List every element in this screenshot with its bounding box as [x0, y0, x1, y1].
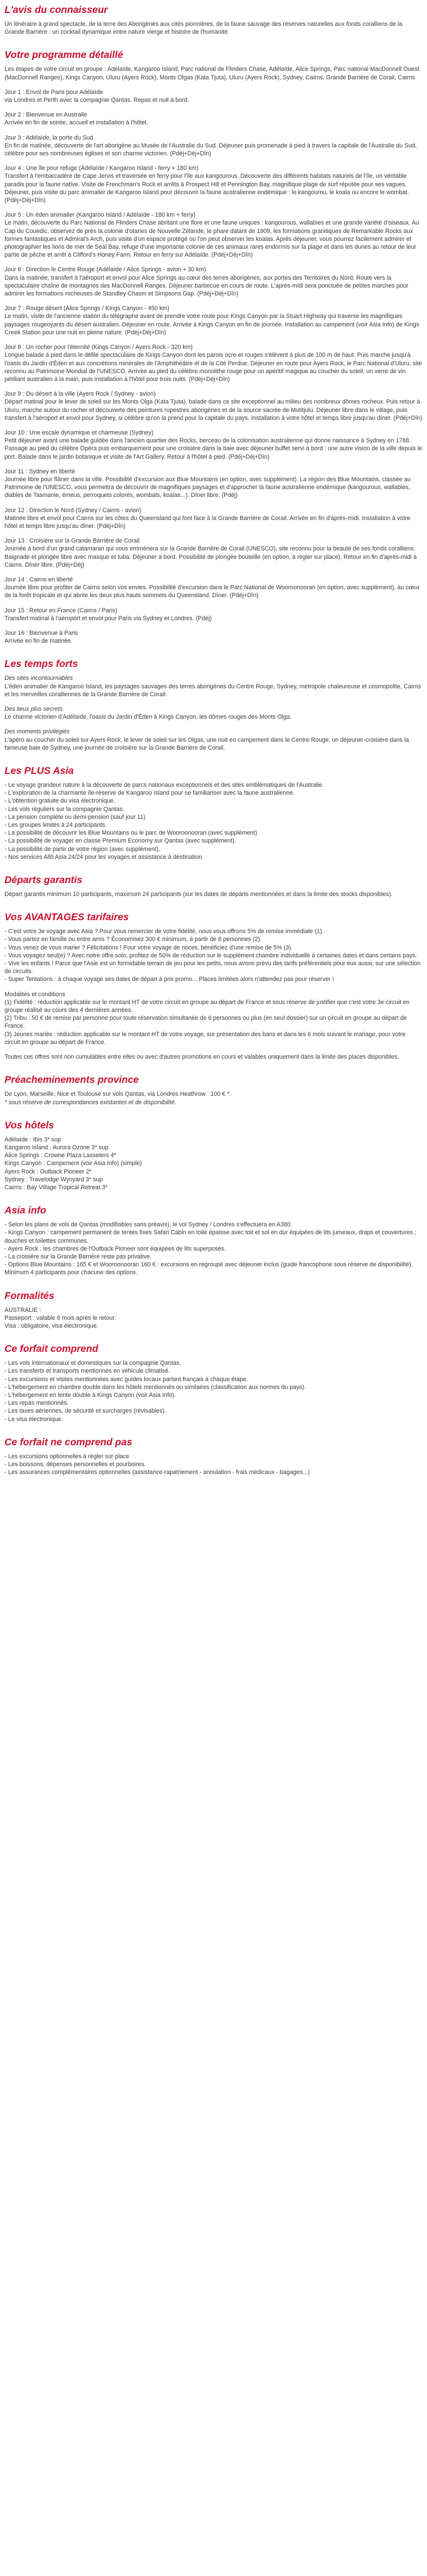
- day-text: Transfert matinal à l'aéroport et envol pour Paris via Sydney et Londres. (Pdéj): [5, 615, 212, 622]
- plus-asia-item: - La possibilité de partir de votre région (avec supplément).: [5, 845, 161, 853]
- day-text: Transfert à l'embarcadère de Cape Jervis et traversée en ferry pour l'île aux kangourous. Découverte des différents habitats naturels de l'île, un véritable paradis pour la faune native. Visite de Frenchman's Rock et arrêts à Prospect Hill et Pennington Bay, magnifique plage de surf réputée pour ses vagues. Déjeuner, puis visite du parc animalier de Kangaroo Island pour découvrir la faune australienne endémique : le kangourou, le koala ou encore le wombat. (Pdéj+Déj+Dîn): [5, 173, 409, 204]
- avantage-item: - Vous partez en famille ou entre amis ? Économisez 300 € minimum, à partir de 6 personnes (2).: [5, 936, 262, 943]
- day-title: Jour 3 : Adélaïde, la porte du Sud: [5, 134, 94, 141]
- section-title-temps-forts: Les temps forts: [5, 658, 78, 670]
- preacheminements-block: [5, 1090, 422, 1106]
- day-item: [5, 343, 422, 383]
- day-item: [5, 576, 422, 600]
- departs-section: [5, 873, 422, 898]
- day-text: En fin de matinée, découverte de l'art aborigène au Musée de l'Australie du Sud. Déjeuner puis promenade à pied à travers la capitale de l'Australie du Sud, célèbre pour ses nombreuses églises et son charme victorien. (Pdéj+Déj+Dîn): [5, 142, 417, 158]
- avantages-note: Toutes ces offres sont non cumulables entre elles ou avec d'autres promotions en cours et valables uniquement dans la limite des places disponibles.: [5, 1054, 399, 1061]
- day-item: [5, 390, 422, 422]
- formalites-section: [5, 1289, 422, 1330]
- hotel-item: Kings Canyon : Campement (voir Asia Info) (simple): [5, 1160, 142, 1167]
- temps-forts-subtitle: Des moments privilégiés: [5, 728, 70, 736]
- intro-section: [5, 3, 422, 36]
- hotel-list: [5, 1136, 422, 1191]
- day-title: Jour 12 : Direction le Nord (Sydney / Cairns - avion): [5, 507, 141, 514]
- ne-comprend-pas-list: [5, 1453, 422, 1477]
- programme-section: [5, 48, 422, 645]
- temps-forts-text: L'éden animalier de Kangaroo Island, les paysages sauvages des terres aborigènes du Centre Rouge, Sydney, métropole chaleureuse et cosmopolite, Cairns et les merveilles coralliennes de la Grande Barrière de Corail.: [5, 683, 421, 698]
- day-title: Jour 8 : Un rocher pour l'éternité (Kings Canyon / Ayers Rock - 320 km): [5, 344, 193, 351]
- day-list: [5, 88, 422, 646]
- day-item: [5, 88, 422, 104]
- hotel-item: Ayers Rock : Outback Pioneer 2*: [5, 1168, 92, 1175]
- section-title-preacheminements: Préacheminements province: [5, 1074, 139, 1086]
- avantages-list: [5, 928, 422, 983]
- section-title-hotels: Vos hôtels: [5, 1119, 54, 1131]
- formalite-item: Visa : obligatoire, visa électronique.: [5, 1322, 99, 1329]
- ne-comprend-pas-item: - Les boissons, dépenses personnelles et pourboires.: [5, 1461, 146, 1468]
- asia-info-item: - Ayers Rock : les chambres de l'Outback Pioneer sont équipées de lits superposés.: [5, 1245, 226, 1252]
- day-text: Dans la matinée, transfert à l'aéroport et envol pour Alice Springs au cœur des terres aborigènes, aux portes des Territoires du Nord. Route vers la spectaculaire chaîne de montagnes des MacDonnell Ranges. Déjeuner barbecue en cours de route. L'après-midi sera ponctuée de petites marches pour admirer les formations rocheuses de Standley Chasm et Simpsons Gap. (Pdéj+Déj+Dîn): [5, 274, 408, 298]
- comprend-item: - L'hébergement en tente double à Kings Canyon (voir Asia Info).: [5, 1391, 176, 1399]
- ne-comprend-pas-item: - Les assurances complémentaires optionnelles (assistance-rapatriement - annulation - frais médicaux - bagages...): [5, 1469, 310, 1476]
- ne-comprend-pas-section: [5, 1436, 422, 1477]
- comprend-item: - Les transferts et transports mentionnés en véhicule climatisé.: [5, 1368, 170, 1375]
- avantage-item: - Vous venez de vous marier ? Félicitations ! Pour votre voyage de noces, bénéficiez d'une remise de 5% (3).: [5, 944, 293, 951]
- comprend-item: - Les excursions et visites mentionnées avec guides locaux parlant français à chaque étape.: [5, 1376, 248, 1383]
- day-text: Journée libre pour profiter de Cairns selon vos envies. Possibilité d'excursion dans le Parc National de Wooroonooran (en option, avec supplément), au cœur de la forêt tropicale et qui abrite les deux plus hauts sommets du Queensland. Dîner. (Pdéj+Dîn): [5, 584, 420, 599]
- asia-info-item: - La croisière sur la Grande Barrière reste pas privative.: [5, 1253, 152, 1260]
- day-text: Arrivée en fin de matinée.: [5, 638, 73, 645]
- plus-asia-item: - L'obtention gratuite du visa électronique.: [5, 798, 115, 805]
- day-item: [5, 629, 422, 645]
- hotel-item: Alice Springs : Crowne Plaza Lasseters 4*: [5, 1152, 117, 1159]
- programme-summary: Les étapes de votre circuit en groupe : Adélaïde, Kangaroo Island, Parc national de Flinders Chase, Adélaïde, Alice Springs, Parc national MacDonnell Ouest (MacDonnell Ranges), Kings Canyon, Uluru (Ayers Rock), Monts Olgas (Kata Tjuta), Uluru (Ayers Rock), Sydney, Cairns, Grande Barrière de Corail, Cairns: [5, 66, 420, 81]
- day-title: Jour 5 : Un éden animalier (Kangaroo Island / Adélaïde - 180 km + ferry): [5, 212, 195, 219]
- departs-text: Départ garantis minimum 10 participants, maximum 24 participants (sur les dates de départs mentionnées et dans la limite des stocks disponibles).: [5, 891, 393, 898]
- day-item: [5, 607, 422, 622]
- section-title-departs: Départs garantis: [5, 874, 83, 886]
- avantage-item: - Super Tentations : à chaque voyage ses dates de départ à prix promo... Places limitées alors n'attendez pas pour réserver !: [5, 976, 334, 983]
- hotel-item: Kangaroo Island : Aurora Ozone 3* sup: [5, 1144, 109, 1151]
- day-text: Journée libre pour flâner dans la ville. Possibilité d'excursion aux Blue Mountains (en option, avec supplément). La région des Blue Mountains, classée au Patrimoine de l'UNESCO, vous permettra de découvrir de magnifiques paysages et d'approcher la faune australienne endémique (kangourous, wallabies, diables de Tasmanie, émeus, perroquets colorés, wombats, koalas...). Dîner libre. (Pdéj): [5, 476, 411, 499]
- day-item: [5, 468, 422, 500]
- section-title-formalites: Formalités: [5, 1289, 55, 1301]
- plus-asia-item: - La possibilité de voyager en classe Premium Economy sur Qantas (avec supplément).: [5, 837, 236, 845]
- preacheminement-note: * sous réserve de correspondances existantes et de disponibilité.: [5, 1099, 177, 1106]
- asia-info-section: [5, 1204, 422, 1276]
- day-item: [5, 211, 422, 259]
- section-title-plus-asia: Les PLUS Asia: [5, 765, 74, 777]
- modalite-item: (1) Fidélité : réduction applicable sur le montant HT de votre circuit en groupe au départ de France et sous réserve de justifier que c'est votre 3e circuit en groupe réalisé au cours des 4 dernières années.: [5, 998, 410, 1014]
- avantage-item: - C'est votre 3e voyage avec Asia ? Pour vous remercier de votre fidélité, nous vous offrons 5% de remise immédiate (1).: [5, 928, 324, 935]
- comprend-item: - Le visa électronique.: [5, 1415, 63, 1423]
- day-text: Arrivée en fin de soirée, accueil et installation à l'hôtel.: [5, 119, 148, 127]
- asia-info-item: - Kings Canyon : campement permanent de tentes fixes Safari Cabin en toile épaisse avec toit et sol en dur équipées de lits jumeaux, draps et couvertures ; douches et toilettes communes.: [5, 1229, 416, 1244]
- hotel-item: Adélaïde : Ibis 3* sup: [5, 1136, 61, 1143]
- day-title: Jour 6 : Direction le Centre Rouge (Adélaïde / Alice Springs - avion + 30 km): [5, 266, 206, 274]
- comprend-section: [5, 1342, 422, 1423]
- preacheminement-line: De Lyon, Marseille, Nice et Toulouse sur vols Qantas, via Londres Heathrow : 100 € *.: [5, 1091, 232, 1098]
- plus-asia-list: [5, 781, 422, 861]
- plus-asia-item: - L'exploration de la charmante île-réserve de Kangaroo Island pour se familiariser avec la faune australienne.: [5, 790, 295, 797]
- section-title-ne-comprend-pas: Ce forfait ne comprend pas: [5, 1436, 132, 1448]
- section-title-avis: L'avis du connaisseur: [5, 4, 108, 15]
- section-title-avantages: Vos AVANTAGES tarifaires: [5, 911, 129, 923]
- day-item: [5, 537, 422, 569]
- temps-forts-group: [5, 728, 422, 752]
- comprend-item: - Les repas mentionnés.: [5, 1400, 69, 1407]
- day-text: Longue balade à pied dans le défilé spectaculaire de Kings Canyon dont les parois ocre et rouges s'élèvent à plus de 100 m de haut. Puis marche jusqu'à l'oasis du Jardin d'Éden et aux concrétions minérales de l'Amphithéâtre et de la Cité Perdue. Déjeuner en route pour Ayers Rock, le Parc National d'Uluru, site reconnu au Patrimoine Mondial de l'UNESCO. Arrivée au pied du célèbre monolithe rouge pour un apéritif magique au coucher du soleil, un verre de vin pétillant australien à la main, puis installation à l'hôtel pour trois nuits. (Pdéj+Déj+Dîn): [5, 352, 422, 383]
- section-title-asia-info: Asia info: [5, 1204, 46, 1216]
- asia-info-item: - Options Blue Mountains : 165 € et Wooroonooran 160 € : excursions en regroupé avec déjeuner inclus (guide francophone sous réserve de disponibilité).: [5, 1261, 413, 1269]
- preacheminements-section: [5, 1073, 422, 1106]
- section-title-comprend: Ce forfait comprend: [5, 1343, 99, 1355]
- day-text: via Londres et Perth avec la compagnie Qantas. Repas et nuit à bord.: [5, 97, 189, 104]
- plus-asia-item: - Les vols réguliers sur la compagnie Qantas.: [5, 805, 124, 813]
- comprend-list: [5, 1359, 422, 1423]
- temps-forts-group: [5, 705, 422, 721]
- day-text: Petit déjeuner avant une balade guidée dans l'ancien quartier des Rocks, berceau de la colonisation australienne qui donne naissance à Sydney en 1788. Passage au pied du célèbre Opéra puis embarquement pour une croisière dans la baie avec déjeuner buffet servi à bord : une autre vision de la ville depuis le port. Balade dans le jardin botanique et visite de l'Art Gallery. Retour à l'hôtel à pied. (Pdéj+Déj+Dîn): [5, 437, 422, 460]
- day-title: Jour 15 : Retour en France (Cairns / Paris): [5, 607, 118, 614]
- day-text: Journée à bord d'un grand catamaran qui vous emmènera sur la Grande Barrière de Corail (UNESCO), site reconnu pour la beauté de ses fonds coralliens. Baignade et plongée libre avec masque et tuba. Déjeuner à bord. Possibilité de plongée bouteille (en option, à régler sur place). Retour en fin d'après-midi à Cairns. Dîner libre. (Pdéj+Déj): [5, 545, 417, 568]
- section-title-programme: Votre programme détaillé: [5, 49, 123, 61]
- day-text: Le matin, découverte du Parc National de Flinders Chase abritant une flore et une faune uniques : kangourous, wallabies et une grande variété d'oiseaux. Au Cap du Couedic, observez de près la colonie d'otaries de Nouvelle Zélande, le phare datant de 1909, les formations granitiques de Remarkable Rocks aux formes fantastiques et Admiral's Arch, puis visite d'un espace protégé où l'on peut observer les koalas. Après déjeuner, vous pourrez facilement admirer et photographier les lions de mer de Seal Bay, refuge d'une importante colonie de ces animaux rares endormis sur la plage et dans les dunes au retour de leur partie de pêche et arrêt à Clifford's Honey Farm. Retour en ferry sur Adélaïde. (Pdéj+Déj+Dîn): [5, 219, 419, 259]
- formalite-item: AUSTRALIE :: [5, 1306, 41, 1314]
- day-title: Jour 16 : Bienvenue à Paris: [5, 629, 78, 637]
- plus-asia-item: - La pension complète ou demi-pension (sauf jour 11): [5, 813, 146, 821]
- plus-asia-item: - Les groupes limités à 24 participants.: [5, 822, 107, 829]
- plus-asia-section: [5, 764, 422, 861]
- day-title: Jour 14 : Cairns en liberté: [5, 576, 73, 583]
- modalites-block: [5, 991, 422, 1046]
- temps-forts-text: Le charme victorien d'Adélaïde, l'oasis du Jardin d'Éden à Kings Canyon, les dômes rouges des Monts Olga.: [5, 714, 292, 721]
- modalites-title: Modalités et conditions: [5, 991, 65, 998]
- modalite-item: (3) Jeunes mariés : réduction applicable sur le montant HT de votre voyage, sur présentation des bans et dans les 6 mois suivant le mariage, pour votre circuit en groupe au départ de France.: [5, 1031, 406, 1046]
- modalite-item: (2) Tribu : 50 € de remise par personne pour toute réservation simultanée de 6 personnes ou plus (en seul dossier) sur un circuit en groupe au départ de France.: [5, 1015, 407, 1030]
- asia-info-item: - Selon les plans de vols de Qantas (modifiables sans préavis), le vol Sydney / Londres s'effectuera en A380.: [5, 1221, 292, 1229]
- day-title: Jour 7 : Rouge désert (Alice Springs / Kings Canyon - 450 km): [5, 305, 170, 312]
- avantage-item: - Vous voyagez seul(e) ? Avec notre offre solo, profitez de 50% de réduction sur le supplément chambre individuelle à certaines dates et dans certains pays.: [5, 952, 417, 959]
- day-title: Jour 2 : Bienvenue en Australie: [5, 111, 87, 119]
- day-title: Jour 13 : Croisière sur la Grande Barrière de Corail: [5, 537, 140, 545]
- temps-forts-group: [5, 674, 422, 698]
- comprend-item: - Les taxes aériennes, de sécurité et surcharges (révisables).: [5, 1408, 166, 1415]
- asia-info-item: Minimum 4 participants pour chacune des options.: [5, 1269, 138, 1276]
- day-item: [5, 266, 422, 298]
- avantage-item: - Vive les enfants ! Parce que l'Asie est un formidable terrain de jeu pour les petits, nous avons prévu des tarifs préférentiels pour eux aussi, sur une sélection de circuits.: [5, 960, 421, 975]
- day-title: Jour 4 : Une île pour refuge (Adélaïde / Kangaroo Island - ferry + 180 km): [5, 165, 199, 172]
- temps-forts-section: [5, 657, 422, 752]
- formalite-item: Passeport : valable 6 mois après le retour.: [5, 1314, 116, 1321]
- temps-forts-subtitle: Des sites incontournables: [5, 675, 73, 682]
- day-item: [5, 134, 422, 158]
- plus-asia-item: - Le voyage grandeur nature à la découverte de parcs nationaux exceptionnels et des sites emblématiques de l'Australie.: [5, 782, 324, 789]
- intro-text: Un itinéraire à grand spectacle, de la terre des Aborigènes aux cités pionnières, de la faune sauvage des réserves naturelles aux fonds coralliens de la Grande Barrière : un cocktail dynamique entre nature vierge et histoire de l'humanité.: [5, 21, 403, 36]
- day-title: Jour 1 : Envol de Paris pour Adélaïde: [5, 88, 103, 96]
- day-item: [5, 304, 422, 337]
- day-text: Le matin, visite de l'ancienne station du télégraphe avant de prendre votre route pour Kings Canyon par la Stuart Highway qui traverse les magnifiques paysages rougeoyants du désert australien. Déjeuner en route. Arrivée à Kings Canyon en fin de journée. Installation au campement (voir Asia Info) de Kings Creek Station pour une nuit en pleine nature. (Pdéj+Déj+Dîn): [5, 313, 420, 336]
- day-item: [5, 507, 422, 531]
- day-text: Matinée libre et envol pour Cairns sur les côtes du Queensland qui font face à la Grande Barrière de Corail. Arrivée en fin d'après-midi. Installation à votre hôtel et temps libre jusqu'au dîner. (Pdéj+Dîn): [5, 514, 411, 530]
- ne-comprend-pas-item: - Les excursions optionnelles à régler sur place: [5, 1453, 130, 1460]
- hotel-item: Cairns : Bay Village Tropical Retreat 3*: [5, 1184, 108, 1191]
- day-title: Jour 9 : Du désert à la ville (Ayers Rock / Sydney - avion): [5, 391, 156, 398]
- plus-asia-item: - Nos services Allô Asia 24/24 pour les voyages et assistance à destination.: [5, 853, 204, 861]
- avantages-section: [5, 911, 422, 1061]
- day-item: [5, 111, 422, 127]
- formalites-list: [5, 1306, 422, 1330]
- plus-asia-item: - La possibilité de découvrir les Blue Mountains ou le parc de Wooroonooran (avec supplément): [5, 830, 257, 837]
- temps-forts-text: L'apéro au coucher du soleil sur Ayers Rock, le lever de soleil sur les Olgas, une nuit en campement dans le Centre Rouge, un déjeuner-croisière dans la fameuse baie de Sydney, une journée de croisière sur la Grande Barrière de Corail.: [5, 736, 409, 751]
- comprend-item: - Les vols internationaux et domestiques sur la compagnie Qantas.: [5, 1360, 181, 1367]
- hotel-item: Sydney : Travelodge Wynyard 3* sup: [5, 1176, 103, 1183]
- hotels-section: [5, 1119, 422, 1191]
- day-item: [5, 164, 422, 204]
- day-item: [5, 429, 422, 461]
- temps-forts-subtitle: Des lieux plus secrets: [5, 706, 63, 713]
- comprend-item: - L'hébergement en chambre double dans les hôtels mentionnés ou similaires (classification aux normes du pays).: [5, 1383, 306, 1391]
- asia-info-list: [5, 1221, 422, 1276]
- day-title: Jour 10 : Une escale dynamique et charmeuse (Sydney): [5, 429, 154, 436]
- day-text: Départ matinal pour le lever de soleil sur les Monts Olga (Kata Tjuta), balade dans ce site exceptionnel au milieu des nombreux dômes rocheux. Puis retour à Uluru, marche autour du rocher et découverte des peintures rupestres aborigènes et de la source sacrée de Mutitjulu. Déjeuner libre dans le village, puis transfert à l'aéroport et envol pour Sydney, si célèbre qu'on la prend pour la capitale du pays. Installation à votre hôtel et temps libre jusqu'au dîner. (Pdéj+Dîn): [5, 398, 422, 422]
- day-title: Jour 11 : Sydney en liberté: [5, 468, 75, 475]
